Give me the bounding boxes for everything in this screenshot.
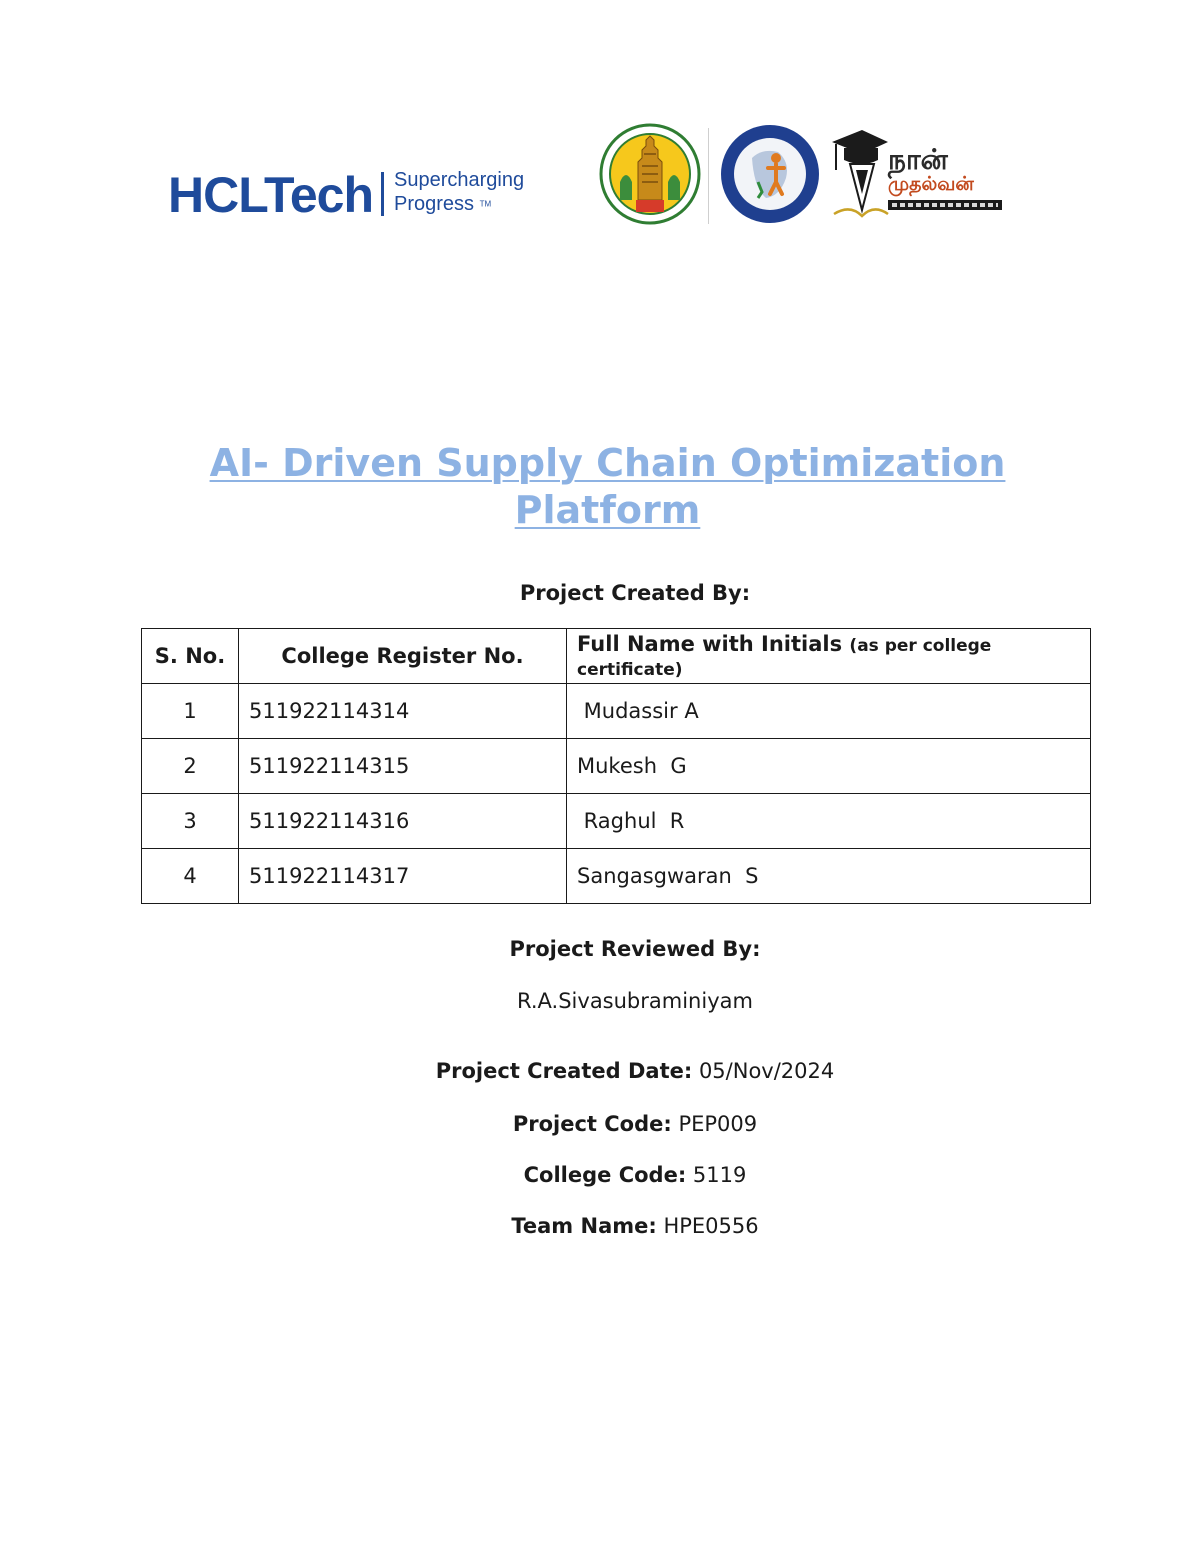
created-date-value: 05/Nov/2024 — [692, 1059, 835, 1083]
graduation-cap-icon — [830, 124, 890, 220]
table-row — [142, 849, 1091, 904]
naan-tagline-text-pattern — [892, 203, 998, 207]
created-date-line — [100, 1059, 1170, 1083]
college-code-line — [100, 1163, 1170, 1187]
table-row — [142, 794, 1091, 849]
team-name-line — [100, 1214, 1170, 1238]
project-code-label: Project Code: — [512, 1112, 672, 1136]
project-code-line — [100, 1112, 1170, 1136]
hcltech-tagline-line2: Progress — [394, 193, 475, 215]
cell-sno: 1 — [142, 684, 239, 739]
trademark-mark: TM — [479, 199, 492, 209]
hcltech-logo — [140, 118, 540, 223]
mudhalvan-text: முதல்வன் — [888, 174, 974, 195]
team-name-label: Team Name: — [511, 1214, 657, 1238]
table-row — [142, 684, 1091, 739]
cell-sno: 4 — [142, 849, 239, 904]
header-name — [567, 629, 1091, 684]
college-code-value: 5119 — [686, 1163, 747, 1187]
college-code-label: College Code: — [523, 1163, 687, 1187]
hcltech-logo-divider — [381, 172, 384, 216]
created-by-heading: Project Created By: — [519, 581, 751, 605]
table-row — [142, 739, 1091, 794]
header-register: College Register No. — [239, 629, 567, 684]
project-title-line2: Platform — [514, 488, 701, 532]
tamil-nadu-emblem-icon — [598, 122, 702, 226]
header-name-label: Full Name with Initials — [577, 632, 843, 656]
cell-name: Sangasgwaran S — [567, 849, 1091, 904]
table-header-row — [142, 629, 1091, 684]
header-name-note: (as per college certificate) — [577, 636, 992, 680]
reviewer-name: R.A.Sivasubraminiyam — [517, 989, 753, 1013]
cell-name: Mukesh G — [567, 739, 1091, 794]
project-code-value: PEP009 — [671, 1112, 758, 1136]
cell-register: 511922114315 — [239, 739, 567, 794]
cell-register: 511922114314 — [239, 684, 567, 739]
naan-text: நான் — [888, 144, 948, 175]
cell-register: 511922114317 — [239, 849, 567, 904]
hcltech-tagline — [394, 168, 524, 217]
header-sno: S. No. — [142, 629, 239, 684]
logo-divider — [708, 128, 709, 224]
cell-register: 511922114316 — [239, 794, 567, 849]
created-date-label: Project Created Date: — [435, 1059, 693, 1083]
hcltech-tagline-line1: Supercharging — [394, 169, 525, 191]
team-table — [141, 628, 1091, 904]
cell-sno: 3 — [142, 794, 239, 849]
hcltech-wordmark: HCLTech — [168, 167, 374, 223]
project-title — [100, 440, 1115, 534]
naan-mudhalvan-logo — [830, 124, 1010, 224]
cell-name: Raghul R — [567, 794, 1091, 849]
logo-band — [140, 118, 1020, 246]
skill-council-seal-icon — [718, 122, 822, 226]
project-title-line1: AI- Driven Supply Chain Optimization — [209, 441, 1006, 485]
reviewed-by-heading: Project Reviewed By: — [509, 937, 761, 961]
team-name-value: HPE0556 — [656, 1214, 759, 1238]
cell-name: Mudassir A — [567, 684, 1091, 739]
cell-sno: 2 — [142, 739, 239, 794]
